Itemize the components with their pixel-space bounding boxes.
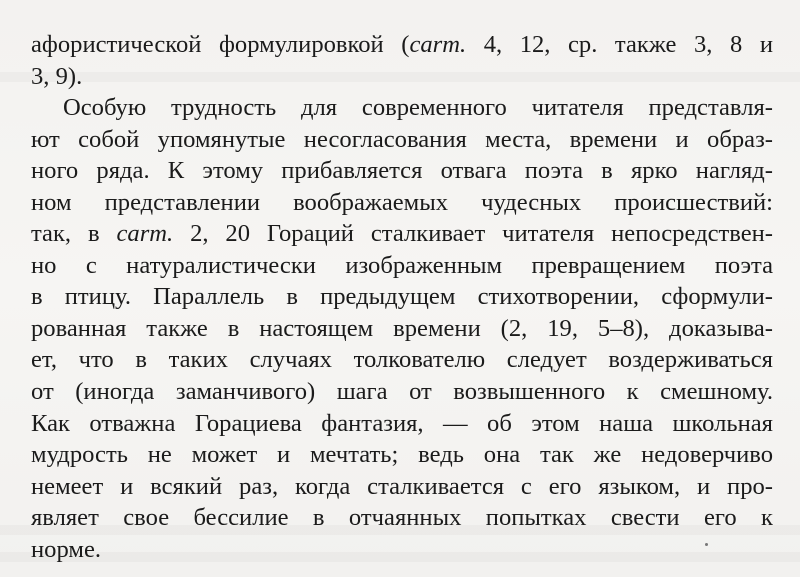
text-run: являет свое бессилие в отчаянных попытках свести его к [31,504,773,532]
text-line [31,281,773,313]
citation-abbrev: carm. [409,31,467,58]
text-line [31,313,773,345]
text-line [31,61,773,93]
text-run: но с натуралистически изображенным превращением поэта [31,251,773,279]
text-run: норме. [31,535,102,563]
text-line [31,471,773,503]
text-run: 2, 20 Гораций сталкивает читателя непосредствен- [173,220,773,248]
text-run: ют собой упомянутые несогласования места, времени и образ- [31,125,773,153]
text-run: от (иногда заманчивого) шага от возвышенного к смешному. [31,378,773,406]
body-text [31,29,773,565]
citation-abbrev: carm. [116,220,174,248]
text-run: рованная также в настоящем времени (2, 19, 5–8), доказыва- [31,314,773,342]
text-run: 4, 12, ср. также 3, 8 и [466,31,773,58]
text-run: так, в [31,220,117,248]
text-line [31,376,773,408]
text-line [31,29,773,61]
text-line [31,344,773,376]
text-run: ном представлении воображаемых чудесных происшествий: [31,188,773,216]
text-run: афористической формулировкой ( [31,31,410,58]
text-line [31,218,773,250]
text-run: в птицу. Параллель в предыдущем стихотворении, сформули- [31,283,773,311]
text-line [31,187,773,219]
paragraph [31,29,773,92]
text-line [31,534,773,566]
scan-speck [705,543,708,546]
text-line [31,439,773,471]
text-line [31,155,773,187]
text-line [31,92,773,124]
text-run: 3, 9). [31,62,83,90]
text-line [31,250,773,282]
text-line [31,408,773,440]
text-run: ет, что в таких случаях толкователю следует воздерживаться [31,346,773,374]
text-run: Как отважна Горациева фантазия, — об этом наша школьная [31,409,773,437]
text-run: Особую трудность для современного читателя представля- [63,94,773,122]
text-run: ного ряда. К этому прибавляется отвага поэта в ярко нагляд- [31,157,773,185]
text-line [31,502,773,534]
text-run: мудрость не может и мечтать; ведь она так же недоверчиво [31,441,773,469]
text-run: немеет и всякий раз, когда сталкивается с его языком, и про- [31,472,773,500]
paragraph [31,92,773,565]
text-line [31,124,773,156]
